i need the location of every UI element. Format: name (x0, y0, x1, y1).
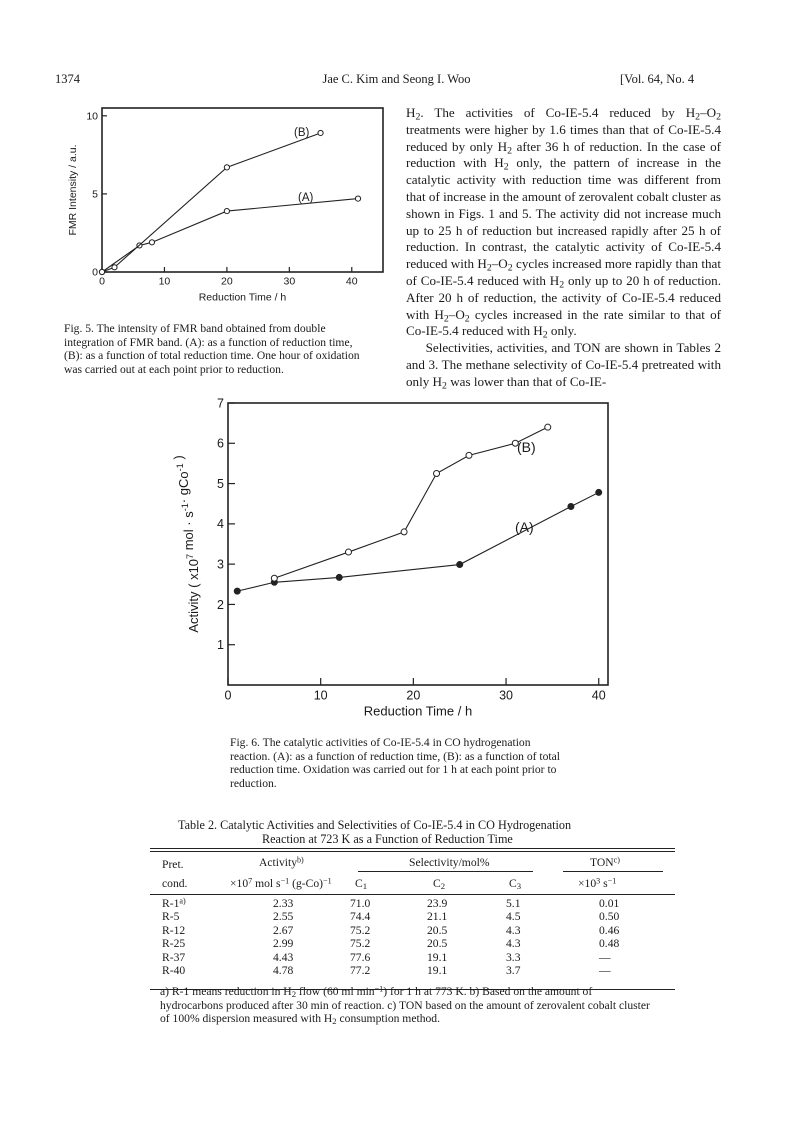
series-label-0: (A) (298, 192, 314, 204)
x-tick-label: 20 (406, 688, 421, 703)
body-paragraph-2: Selectivities, activities, and TON are shown in Tables 2 and 3. The methane selectivity of Co-IE-5.4 pretreated with only $H_2$ was lower than that of Co-IE- (406, 340, 721, 392)
data-point (401, 529, 407, 535)
y-axis-label: FMR Intensity / a.u. (67, 144, 79, 236)
data-point (466, 452, 472, 458)
table2-cell: 4.43 (273, 950, 294, 964)
table2-header-activity-unit: $\times 10^7$ mol $s^{-1}$ $(g-Co)^{-1}$ (230, 876, 332, 890)
fig5-chart (50, 100, 390, 315)
y-tick-label: 0 (92, 266, 98, 279)
table2-title-line2: Reaction at 723 K as a Function of Reduction Time (262, 832, 513, 846)
y-tick-label: 6 (217, 436, 224, 451)
y-tick-label: 10 (86, 110, 98, 123)
table2-row-label: R-40 (162, 964, 186, 977)
table2-cell: 23.9 (427, 897, 448, 910)
y-tick-label: 2 (217, 597, 224, 612)
journal-volume: [Vol. 64, No. 4 (620, 72, 695, 86)
table2-header-pret: Pret. (162, 858, 184, 871)
x-axis-label: Reduction Time / h (198, 291, 287, 304)
x-tick-label: 40 (591, 688, 606, 703)
table2-cell: 19.1 (427, 950, 448, 964)
fig6-plot-area (171, 396, 608, 718)
table2-cell: 19.1 (427, 964, 448, 977)
data-point (568, 504, 574, 510)
series-label-0: (A) (515, 519, 534, 535)
x-tick-label: 30 (283, 275, 296, 288)
table2-header-ton-unit: $\times 10^3$ $s^{-1}$ (578, 876, 617, 890)
x-axis-label: Reduction Time / h (363, 703, 473, 719)
y-tick-label: 5 (217, 476, 224, 491)
table2-cell: — (599, 964, 611, 977)
table2-cell: 74.4 (350, 910, 371, 924)
table2-header-cond: cond. (162, 877, 188, 890)
table2-cell: 4.3 (506, 923, 521, 937)
table2-cell: 0.01 (599, 897, 620, 910)
table2-header-c1: $C_1$ (355, 877, 368, 892)
table2-footnote: a) R-1 means reduction in $H_2$ flow (60 ml $\min^{-1}$) for 1 h at 773 K. b) Based on the amount of hydrocarbons produced after 30 min of reaction. c) TON based on the amount of zerovalent cobalt cluster of 100% dispersion measured with $H_2$ consumption method. (160, 984, 650, 1027)
data-point (224, 165, 229, 170)
table2-cell: 2.55 (273, 910, 294, 924)
table2-cell: 3.3 (506, 950, 521, 964)
x-tick-label: 30 (499, 688, 514, 703)
data-point (336, 574, 342, 580)
table2-header (150, 856, 675, 892)
body-text-right-column (406, 105, 721, 391)
y-tick-label: 1 (217, 638, 224, 653)
data-point (224, 208, 229, 213)
data-point (318, 130, 323, 135)
table2-cell: 4.3 (506, 937, 521, 951)
table2-cell: 2.33 (273, 897, 294, 910)
data-point (596, 489, 602, 495)
running-authors: Jae C. Kim and Seong I. Woo (322, 72, 471, 86)
x-tick-label: 10 (313, 688, 328, 703)
data-point (434, 471, 440, 477)
x-tick-label: 10 (158, 275, 171, 288)
data-point (149, 240, 154, 245)
table2-title (0, 818, 793, 846)
table2-title-line1: Table 2. Catalytic Activities and Selectivities of Co-IE-5.4 in CO Hydrogenation (178, 818, 572, 832)
table2-cell: 0.48 (599, 937, 620, 951)
plot-frame (228, 403, 608, 685)
fig5-plot-area (67, 108, 383, 304)
table2-cell: 20.5 (427, 937, 448, 951)
x-tick-label: 40 (345, 275, 358, 288)
table2-cell: 0.46 (599, 923, 620, 937)
table2-cell: 20.5 (427, 923, 448, 937)
table2-cell: 0.50 (599, 910, 620, 924)
y-axis-label: Activity ( $x10^7$ mol · $s^{-1}\cdot gCo^{-1}$ ) (171, 455, 201, 633)
data-point (112, 265, 117, 270)
data-point (345, 549, 351, 555)
data-point (99, 269, 104, 274)
fig6-caption: Fig. 6. The catalytic activities of Co-IE-5.4 in CO hydrogenation reaction. (A): as a function of reduction time, (B): as a function of total reduction time. Oxidation was carried out for 1 h at each point prior to reduction. (230, 736, 560, 790)
table2-cell: 75.2 (350, 923, 371, 937)
table2-cell: 77.2 (350, 964, 371, 977)
table2-cell: 3.7 (506, 964, 521, 977)
series-line-1 (274, 427, 547, 578)
table2-header-ton: TON$^{c)}$ (590, 855, 620, 869)
table2-cell: 71.0 (350, 897, 371, 910)
table2-header-selectivity: Selectivity/mol% (409, 856, 490, 869)
table2-row-label: R-5 (162, 910, 180, 924)
table2-cell: 4.5 (506, 910, 521, 924)
series-line-0 (102, 199, 358, 272)
table2-row-label: R-1$^{a)}$ (162, 896, 186, 910)
table2-header-activity: Activity$^{b)}$ (259, 855, 304, 869)
data-point (457, 562, 463, 568)
table2-header-c3: $C_3$ (509, 877, 522, 892)
table2-cell: 77.6 (350, 950, 371, 964)
page-number: 1374 (55, 72, 80, 86)
fig5-caption: Fig. 5. The intensity of FMR band obtained from double integration of FMR band. (A): as a function of reduction time, (B): as a function of total reduction time. One hour of oxidation was carried out at each point prior to reduction. (64, 322, 360, 376)
table2-cell: 2.67 (273, 923, 294, 937)
y-tick-label: 5 (92, 188, 98, 201)
table2-cell: 5.1 (506, 897, 521, 910)
body-paragraph-1: $H_2$. The activities of Co-IE-5.4 reduced by $H_2-O_2$ treatments were higher by 1.6 times than that of Co-IE-5.4 reduced by only $H_2$ after 36 h of reduction. In the case of reduction with $H_2$ only, the pattern of increase in the catalytic activity with reduction time was different from that of increase in the amount of zerovalent cobalt cluster as shown in Figs. 1 and 5. The activity did not increase much up to 25 h of reduction but increased rapidly after 25 h of reduction. In contrast, the catalytic activity of Co-IE-5.4 reduced with $H_2-O_2$ cycles increased more rapidly than that of Co-IE-5.4 reduced with $H_2$ only up to 20 h of reduction. After 20 h of reduction, the activity of Co-IE-5.4 reduced with $H_2-O_2$ cycles increased in the rate similar to that of Co-IE-5.4 reduced with $H_2$ only. (406, 105, 721, 341)
table2-row-label: R-37 (162, 950, 186, 964)
table2-header-c2: $C_2$ (433, 877, 446, 892)
x-tick-label: 20 (221, 275, 233, 288)
y-tick-label: 7 (217, 396, 224, 411)
table2 (150, 848, 675, 990)
table2-cell: — (599, 950, 611, 964)
x-tick-label: 0 (99, 275, 105, 288)
table2-row-label: R-25 (162, 937, 186, 951)
table2-cell: 2.99 (273, 937, 294, 951)
table2-row-label: R-12 (162, 923, 186, 937)
table2-cell: 75.2 (350, 937, 371, 951)
series-line-1 (102, 133, 321, 272)
data-point (545, 424, 551, 430)
table2-cell: 21.1 (427, 910, 448, 924)
series-label-1: (B) (517, 439, 536, 455)
x-tick-label: 0 (224, 688, 232, 703)
data-point (271, 575, 277, 581)
series-label-1: (B) (294, 127, 310, 139)
table2-body (150, 895, 675, 987)
data-point (234, 588, 240, 594)
plot-frame (102, 108, 383, 272)
fig6-chart (170, 395, 620, 730)
data-point (355, 196, 360, 201)
y-tick-label: 4 (217, 517, 224, 532)
y-tick-label: 3 (217, 557, 224, 572)
table2-cell: 4.78 (273, 964, 294, 977)
